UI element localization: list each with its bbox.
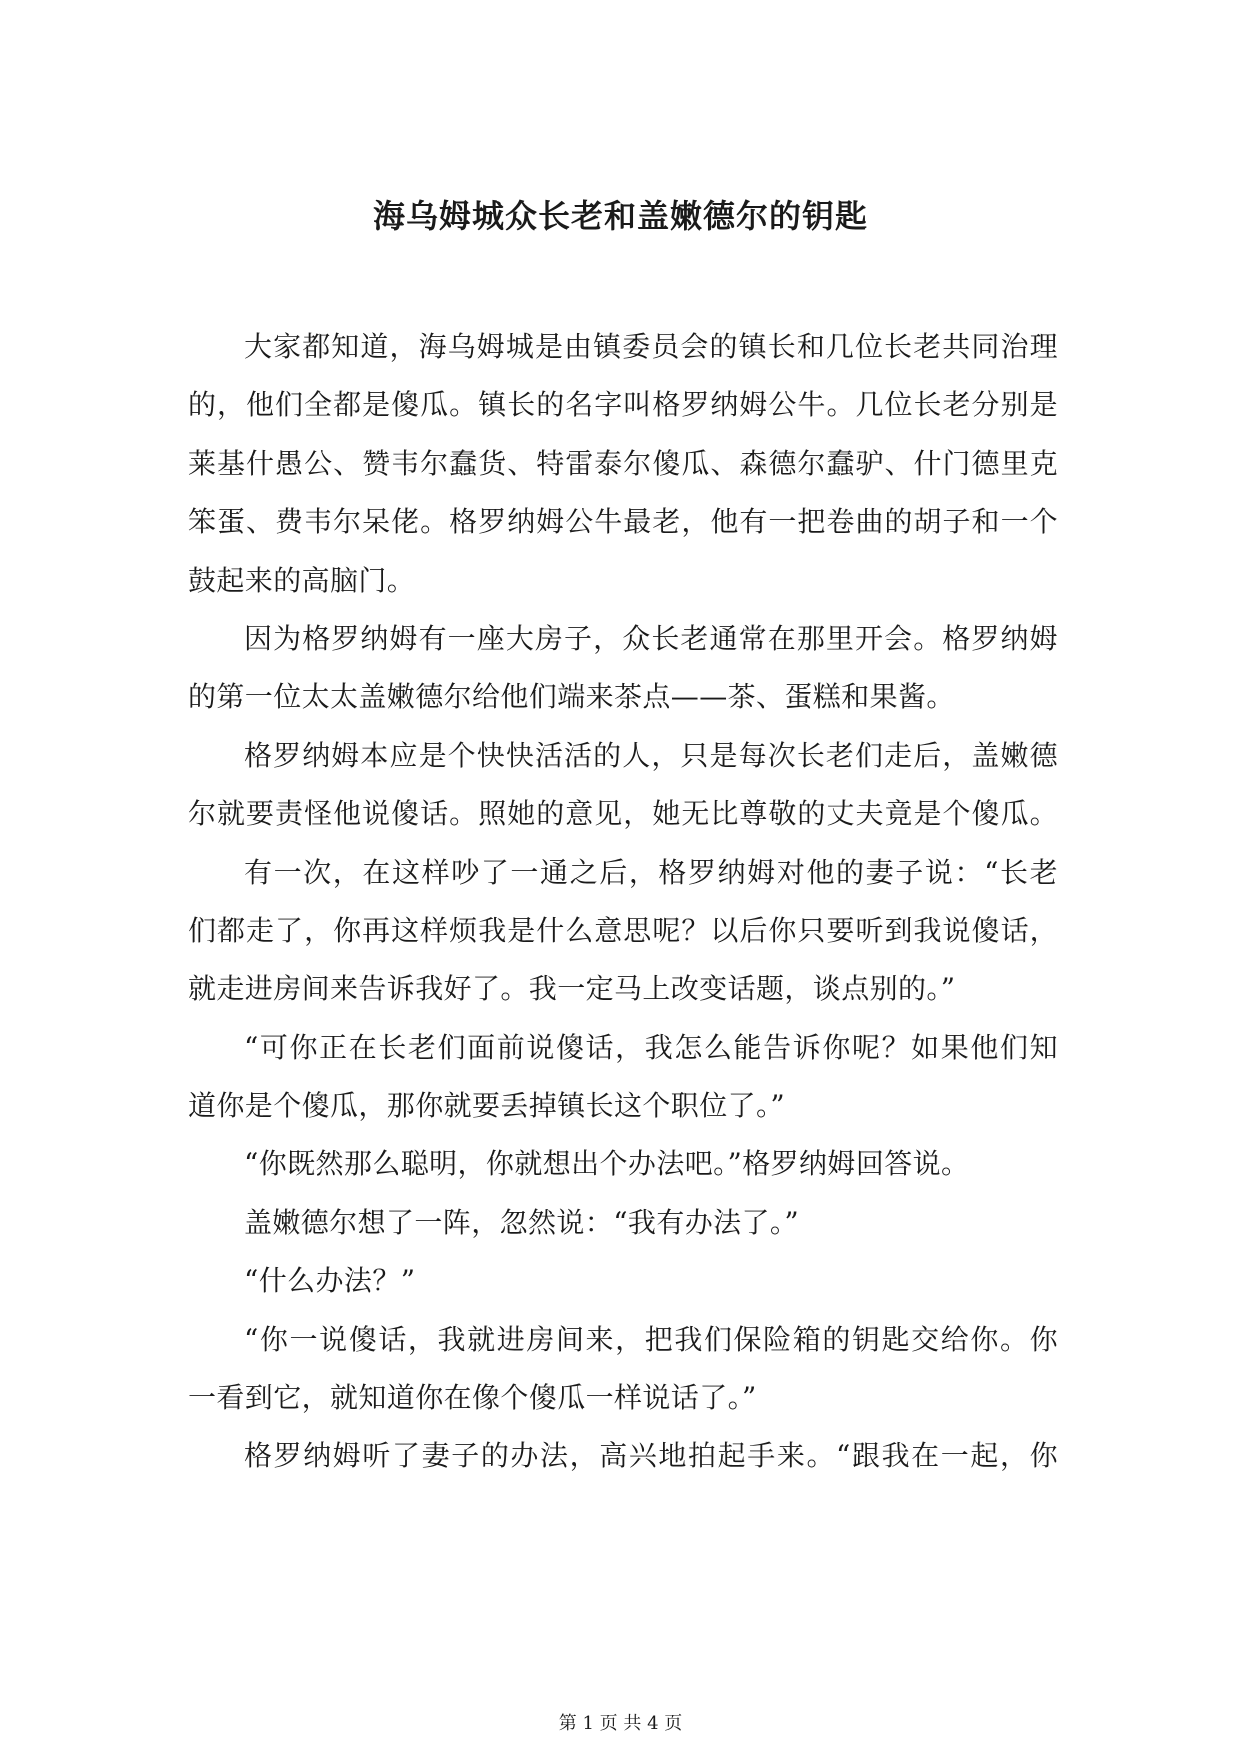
text-line: 莱基什愚公、赞韦尔蠢货、特雷泰尔傻瓜、森德尔蠢驴、什门德里克: [188, 446, 1058, 480]
text-line: “可你正在长老们面前说傻话，我怎么能告诉你呢？如果他们知: [244, 1030, 1058, 1064]
text-line: 盖嫩德尔想了一阵，忽然说：“我有办法了。”: [244, 1205, 800, 1239]
document-title: 海乌姆城众长老和盖嫩德尔的钥匙: [372, 197, 868, 235]
document-body: [188, 318, 1058, 1486]
text-line: 格罗纳姆本应是个快快活活的人，只是每次长老们走后，盖嫩德: [244, 738, 1058, 772]
text-line: 就走进房间来告诉我好了。我一定马上改变话题，谈点别的。”: [188, 972, 956, 1006]
text-line: 的第一位太太盖嫩德尔给他们端来茶点——茶、蛋糕和果酱。: [188, 680, 955, 714]
text-line: 尔就要责怪他说傻话。照她的意见，她无比尊敬的丈夫竟是个傻瓜。: [188, 797, 1058, 831]
text-line: “你一说傻话，我就进房间来，把我们保险箱的钥匙交给你。你: [244, 1322, 1058, 1356]
text-line: 因为格罗纳姆有一座大房子，众长老通常在那里开会。格罗纳姆: [244, 621, 1058, 655]
text-line: “什么办法？”: [244, 1264, 416, 1298]
text-line: 道你是个傻瓜，那你就要丢掉镇长这个职位了。”: [188, 1089, 786, 1123]
text-line: 们都走了，你再这样烦我是什么意思呢？以后你只要听到我说傻话，: [188, 913, 1058, 947]
page-footer: 第 1 页 共 4 页: [558, 1713, 683, 1734]
text-line: 格罗纳姆听了妻子的办法，高兴地拍起手来。“跟我在一起，你: [244, 1439, 1058, 1473]
text-line: 笨蛋、费韦尔呆佬。格罗纳姆公牛最老，他有一把卷曲的胡子和一个: [188, 505, 1058, 539]
text-line: 一看到它，就知道你在像个傻瓜一样说话了。”: [188, 1381, 757, 1415]
text-line: 大家都知道，海乌姆城是由镇委员会的镇长和几位长老共同治理: [244, 330, 1058, 363]
text-line: 有一次，在这样吵了一通之后，格罗纳姆对他的妻子说：“长老: [244, 855, 1058, 889]
text-line: 鼓起来的高脑门。: [188, 563, 416, 597]
text-line: “你既然那么聪明，你就想出个办法吧。”格罗纳姆回答说。: [244, 1147, 970, 1181]
text-line: 的，他们全都是傻瓜。镇长的名字叫格罗纳姆公牛。几位长老分别是: [188, 388, 1058, 422]
